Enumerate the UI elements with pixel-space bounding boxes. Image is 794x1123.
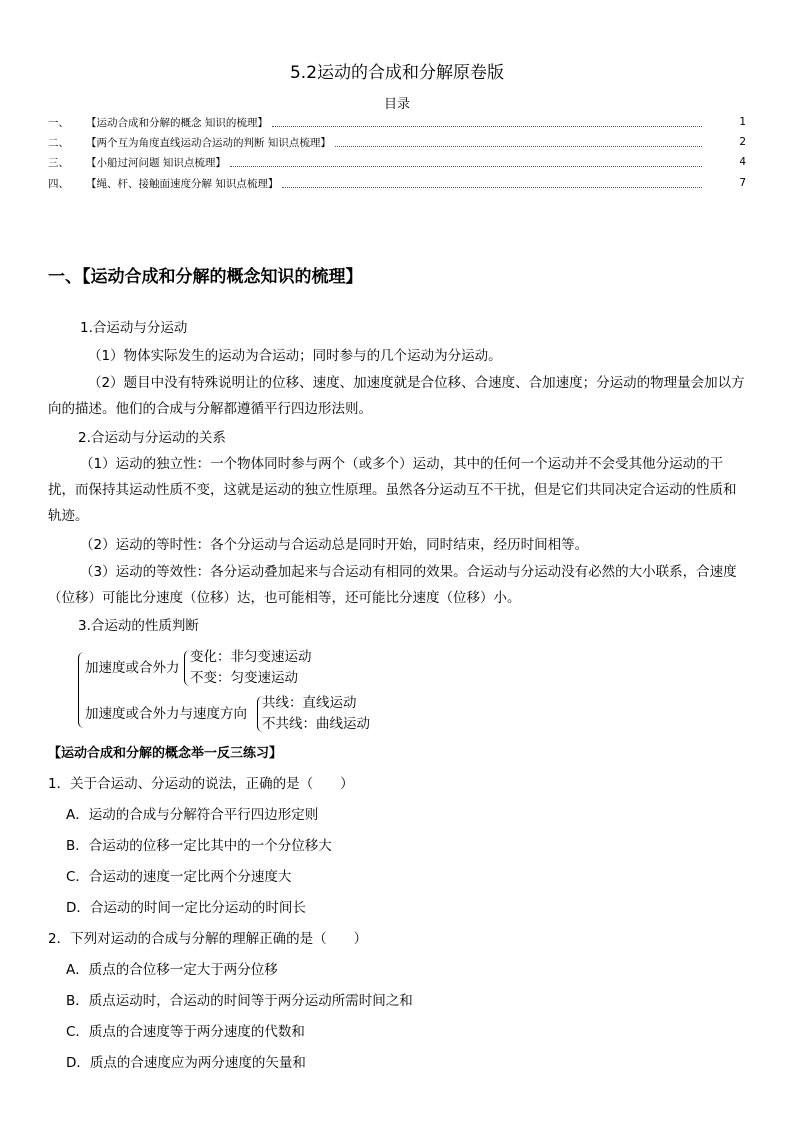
section-heading: 一、【运动合成和分解的概念知识的梳理】 bbox=[48, 267, 363, 287]
toc-page: 7 bbox=[739, 177, 746, 189]
toc-heading: 目录 bbox=[383, 97, 410, 112]
subsection-title: 1.合运动与分运动 bbox=[80, 320, 188, 336]
toc-text: 【两个互为角度直线运动合运动的判断 知识点梳理】 bbox=[86, 136, 331, 149]
toc-number: 三、 bbox=[48, 156, 69, 169]
option-d[interactable]: D．质点的合速度应为两分速度的矢量和 bbox=[66, 1055, 306, 1071]
toc-entry[interactable] bbox=[48, 133, 746, 151]
option-c[interactable]: C．合运动的速度一定比两个分速度大 bbox=[66, 869, 292, 885]
toc-number: 二、 bbox=[48, 136, 69, 149]
toc-number: 四、 bbox=[48, 177, 69, 190]
question-stem: 1．关于合运动、分运动的说法，正确的是（ ） bbox=[48, 776, 354, 792]
option-b[interactable]: B．质点运动时，合运动的时间等于两分运动所需时间之和 bbox=[66, 993, 413, 1009]
toc-page: 2 bbox=[739, 136, 746, 148]
paragraph: （3）运动的等效性：各分运动叠加起来与合运动有相同的效果。合运动与分运动没有必然的大小联系，合速度（位移）可能比分速度（位移）达，也可能相等，还可能比分速度（位移）小。 bbox=[48, 564, 737, 606]
toc-leader bbox=[230, 158, 702, 167]
question-stem: 2．下列对运动的合成与分解的理解正确的是（ ） bbox=[48, 931, 368, 947]
toc-entry[interactable] bbox=[48, 153, 746, 171]
toc-leader bbox=[272, 118, 702, 127]
option-d[interactable]: D．合运动的时间一定比分运动的时间长 bbox=[66, 900, 306, 916]
option-c[interactable]: C．质点的合速度等于两分速度的代数和 bbox=[66, 1024, 305, 1040]
toc-page: 1 bbox=[739, 116, 746, 128]
toc-text: 【运动合成和分解的概念 知识的梳理】 bbox=[86, 116, 268, 129]
toc-leader bbox=[335, 138, 702, 147]
paragraph: （1）运动的独立性：一个物体同时参与两个（或多个）运动，其中的任何一个运动并不会受其他分运动的干扰，而保持其运动性质不变，这就是运动的独立性原理。虽然各分运动互不干扰，但是它们共同决定合运动的性质和轨迹。 bbox=[48, 456, 737, 524]
option-b[interactable]: B．合运动的位移一定比其中的一个分位移大 bbox=[66, 838, 332, 854]
toc-text: 【小船过河问题 知识点梳理】 bbox=[86, 156, 226, 169]
tree-leaf: 不共线：曲线运动 bbox=[262, 716, 370, 732]
tree-branch-label: 加速度或合外力 bbox=[85, 660, 180, 676]
practice-title: 【运动合成和分解的概念举一反三练习】 bbox=[48, 746, 283, 761]
toc-text: 【绳、杆、接触面速度分解 知识点梳理】 bbox=[86, 177, 279, 190]
document-title: 5.2运动的合成和分解原卷版 bbox=[289, 63, 505, 83]
toc-number: 一、 bbox=[48, 116, 69, 129]
tree-leaf: 变化：非匀变速运动 bbox=[190, 649, 312, 665]
toc-page: 4 bbox=[739, 156, 746, 168]
subsection-title: 3.合运动的性质判断 bbox=[78, 618, 199, 634]
subsection-title: 2.合运动与分运动的关系 bbox=[78, 430, 226, 446]
tree-leaf: 不变：匀变速运动 bbox=[190, 670, 298, 686]
tree-branch-label: 加速度或合外力与速度方向 bbox=[85, 706, 247, 722]
toc-entry[interactable] bbox=[48, 174, 746, 192]
paragraph: （1）物体实际发生的运动为合运动；同时参与的几个运动为分运动。 bbox=[88, 348, 502, 364]
toc-leader bbox=[282, 179, 702, 188]
paragraph: （2）运动的等时性：各个分运动与合运动总是同时开始，同时结束，经历时间相等。 bbox=[80, 537, 589, 553]
toc-entry[interactable] bbox=[48, 113, 746, 131]
tree-leaf: 共线：直线运动 bbox=[262, 695, 357, 711]
option-a[interactable]: A．运动的合成与分解符合平行四边形定则 bbox=[66, 807, 319, 823]
option-a[interactable]: A．质点的合位移一定大于两分位移 bbox=[66, 962, 278, 978]
paragraph: （2）题目中没有特殊说明让的位移、速度、加速度就是合位移、合速度、合加速度；分运动的物理量会加以方向的描述。他们的合成与分解都遵循平行四边形法则。 bbox=[48, 375, 745, 417]
outer-brace bbox=[78, 652, 85, 728]
